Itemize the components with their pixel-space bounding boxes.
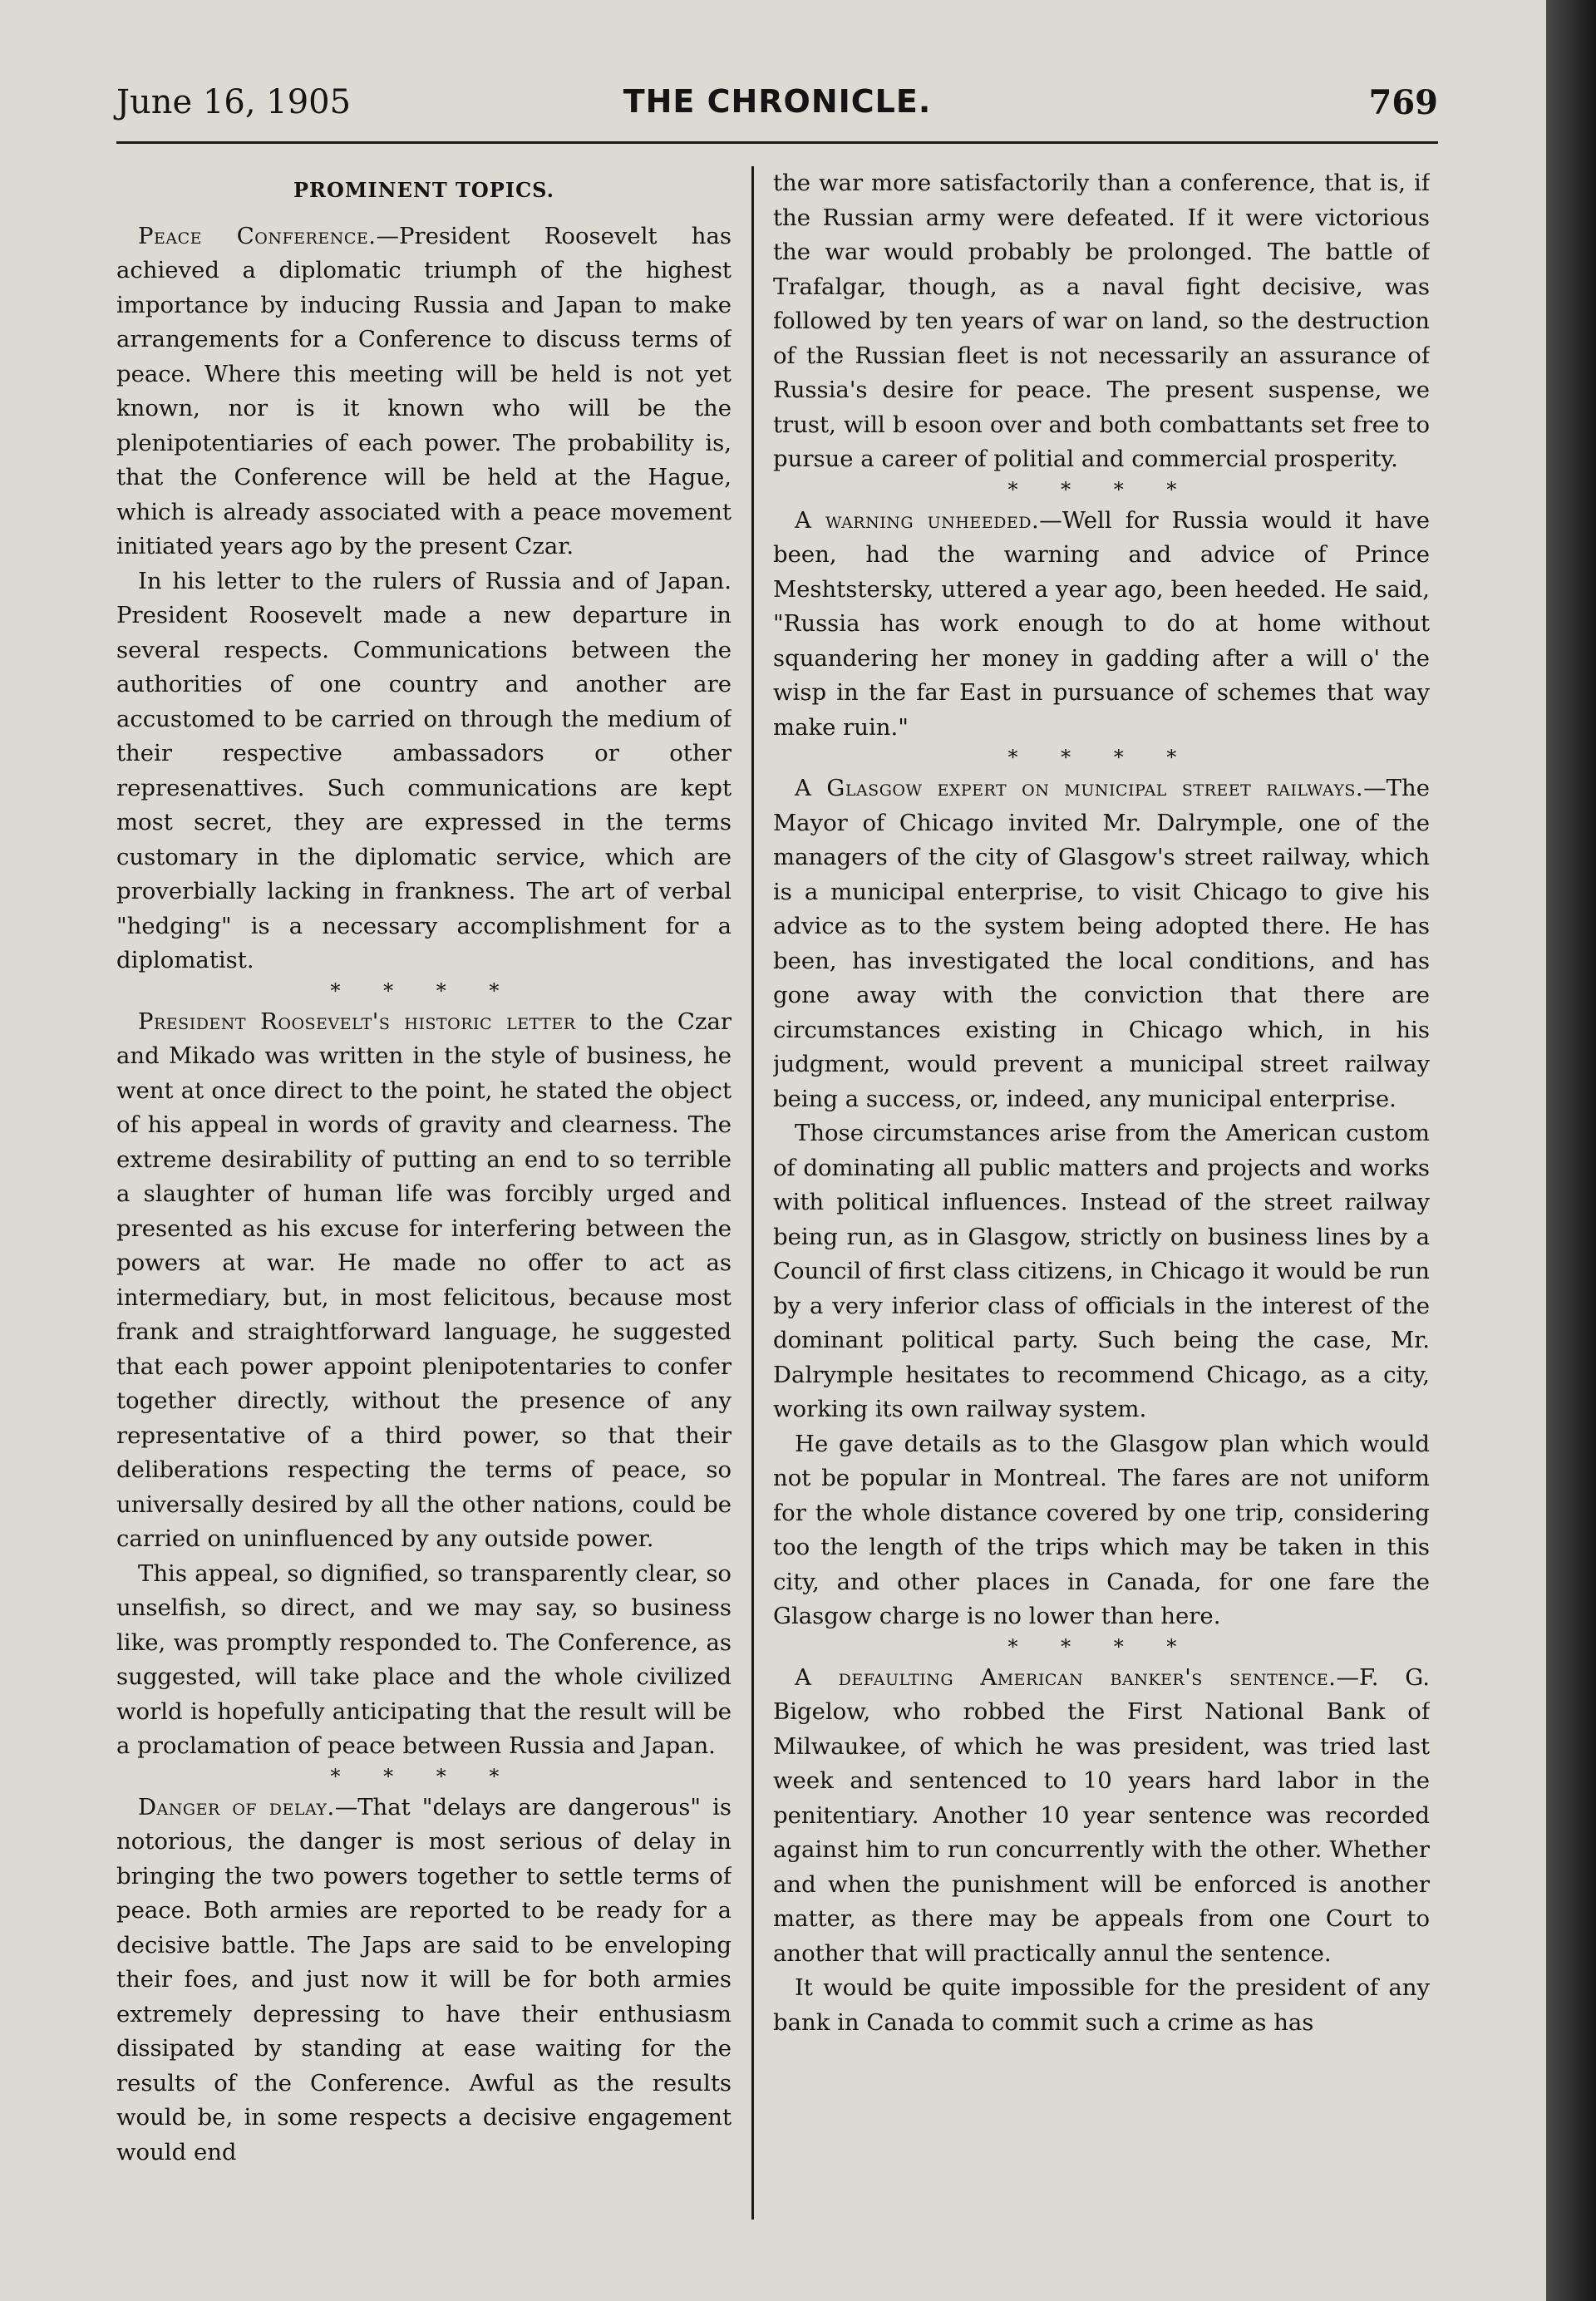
issue-date: June 16, 1905 [116, 83, 352, 121]
article-text: to the Czar and Mikado was written in the style of business, he went at once direct to the point, he stated the object of his appeal in words of gravity and clearness. The extreme desirability of putting an end to so terrible a slaughter of human life was forcibly urged and presented as his excuse for interfering between the powers at war. He made no offer to act as intermediary, but, in most felicitous, because most frank and straightforward language, he suggested that each power appoint plenipotentaries to confer together directly, without the presence of any representative of a third power, so that their deliberations respecting the terms of peace, so universally desired by all the other nations, could be carried on uninfluenced by any outside power. [116, 1008, 732, 1552]
page-header [116, 83, 1438, 133]
article-lead: A Glasgow expert on municipal street railways. [795, 775, 1364, 801]
article-text: —F. G. Bigelow, who robbed the First National Bank of Milwaukee, of which he was president, was tried last week and sentenced to 10 years hard labor in the penitentiary. Another 10 year sentence was recorded against him to run concurrently with the other. Whether and when the punishment will be enforced is another matter, as there may be appeals from one Court to another that will practically annul the sentence. [773, 1663, 1430, 1967]
article-peace-conference [116, 219, 732, 564]
separator-stars: * * * * [1007, 477, 1195, 501]
article-paragraph: Those circumstances arise from the American custom of dominating all public matters and projects and works with political influences. Instead of the street railway being run, as in Glasgow, strictly on business lines by a Council of first class citizens, in Chicago it would be run by a very inferior class of officials in the interest of the dominant political party. Such being the case, Mr. Dalrymple hesitates to recommend Chicago, as a city, working its own railway system. [773, 1120, 1430, 1422]
article-lead: Danger of delay. [138, 1793, 335, 1821]
separator-stars: * * * * [330, 1764, 518, 1788]
article-lead: A warning unheeded. [795, 506, 1040, 534]
separator-stars: * * * * [330, 978, 518, 1003]
page-spine-shadow [1546, 0, 1596, 2301]
separator-stars: * * * * [1007, 1634, 1195, 1658]
article-paragraph: It would be quite impossible for the president of any bank in Canada to commit such a crime as has [773, 1974, 1430, 2036]
article-lead: President Roosevelt's historic letter [138, 1008, 576, 1035]
article-glasgow-expert [773, 771, 1430, 1116]
publication-title: THE CHRONICLE. [623, 83, 932, 120]
article-text: —Well for Russia would it have been, had the warning and advice of Prince Meshtstersky, uttered a year ago, been heeded. He said, "Russia has work enough to do at home without squandering her money in gadding after a will o' the wisp in the far East in pursuance of schemes that way make ruin." [773, 506, 1430, 741]
article-defaulting-banker [773, 1661, 1430, 1972]
article-paragraph: This appeal, so dignified, so transparently clear, so unselfish, so direct, and we may say, so business like, was promptly responded to. The Conference, as suggested, will take place and the whole civilized world is hopefully anticipating that the result will be a proclamation of peace between Russia and Japan. [116, 1559, 732, 1759]
article-lead: Peace Conference. [138, 222, 377, 249]
page-number: 769 [1368, 83, 1438, 122]
left-column [116, 166, 732, 2253]
article-text: —The Mayor of Chicago invited Mr. Dalrymple, one of the managers of the city of Glasgow's street railway, which is a municipal enterprise, to visit Chicago to give his advice as to the system being adopted there. He has been, has investigated the local conditions, and has gone away with the conviction that there are circumstances existing in Chicago which, in his judgment, would prevent a municipal street railway being a success, or, indeed, any municipal enterprise. [773, 775, 1430, 1112]
separator-stars: * * * * [1007, 746, 1195, 769]
article-paragraph: He gave details as to the Glasgow plan which would not be popular in Montreal. The fares are not uniform for the whole distance covered by one trip, considering too the length of the trips which may be taken in this city, and other places in Canada, for one fare the Glasgow charge is no lower than here. [773, 1430, 1430, 1629]
article-warning-unheeded [773, 504, 1430, 746]
article-continuation: the war more satisfactorily than a conference, that is, if the Russian army were defeated. If it were victorious the war would probably be prolonged. The battle of Trafalgar, though, as a naval fight decisive, was followed by ten years of war on land, so the destruction of the Russian fleet is not necessarily an assurance of Russia's desire for peace. The present suspense, we trust, will b esoon over and both combattants set free to pursue a career of politial and commercial prosperity. [773, 170, 1430, 472]
article-danger-of-delay [116, 1791, 732, 2170]
article-lead: A defaulting American banker's sentence. [795, 1663, 1337, 1691]
article-text: —President Roosevelt has achieved a diplomatic triumph of the highest importance by inducing Russia and Japan to make arrangements for a Conference to discuss terms of peace. Where this meeting will be held is not yet known, nor is it known who will be the plenipotentiaries of each power. The probability is, that the Conference will be held at the Hague, which is already associated with a peace movement initiated years ago by the present Czar. [116, 222, 732, 559]
header-rule [116, 141, 1438, 144]
article-paragraph: In his letter to the rulers of Russia and of Japan. President Roosevelt made a new departure in several respects. Communications between the authorities of one country and another are accustomed to be carried on through the medium of their respective ambassadors or other represenattives. Such communications are kept most secret, they are expressed in the terms customary in the diplomatic service, which are proverbially lacking in frankness. The art of verbal "hedging" is a necessary accomplishment for a diplomatist. [116, 567, 732, 973]
right-column [773, 166, 1430, 2253]
column-divider [751, 166, 754, 2220]
article-historic-letter [116, 1005, 732, 1557]
article-text: —That "delays are dangerous" is notorious, the danger is most serious of delay in bringing the two powers together to settle terms of peace. Both armies are reported to be ready for a decisive battle. The Japs are said to be enveloping their foes, and just now it will be for both armies extremely depressing to have their enthusiasm dissipated by standing at ease waiting for the results of the Conference. Awful as the results would be, in some respects a decisive engagement would end [116, 1793, 732, 2166]
section-heading: PROMINENT TOPICS. [293, 178, 555, 202]
